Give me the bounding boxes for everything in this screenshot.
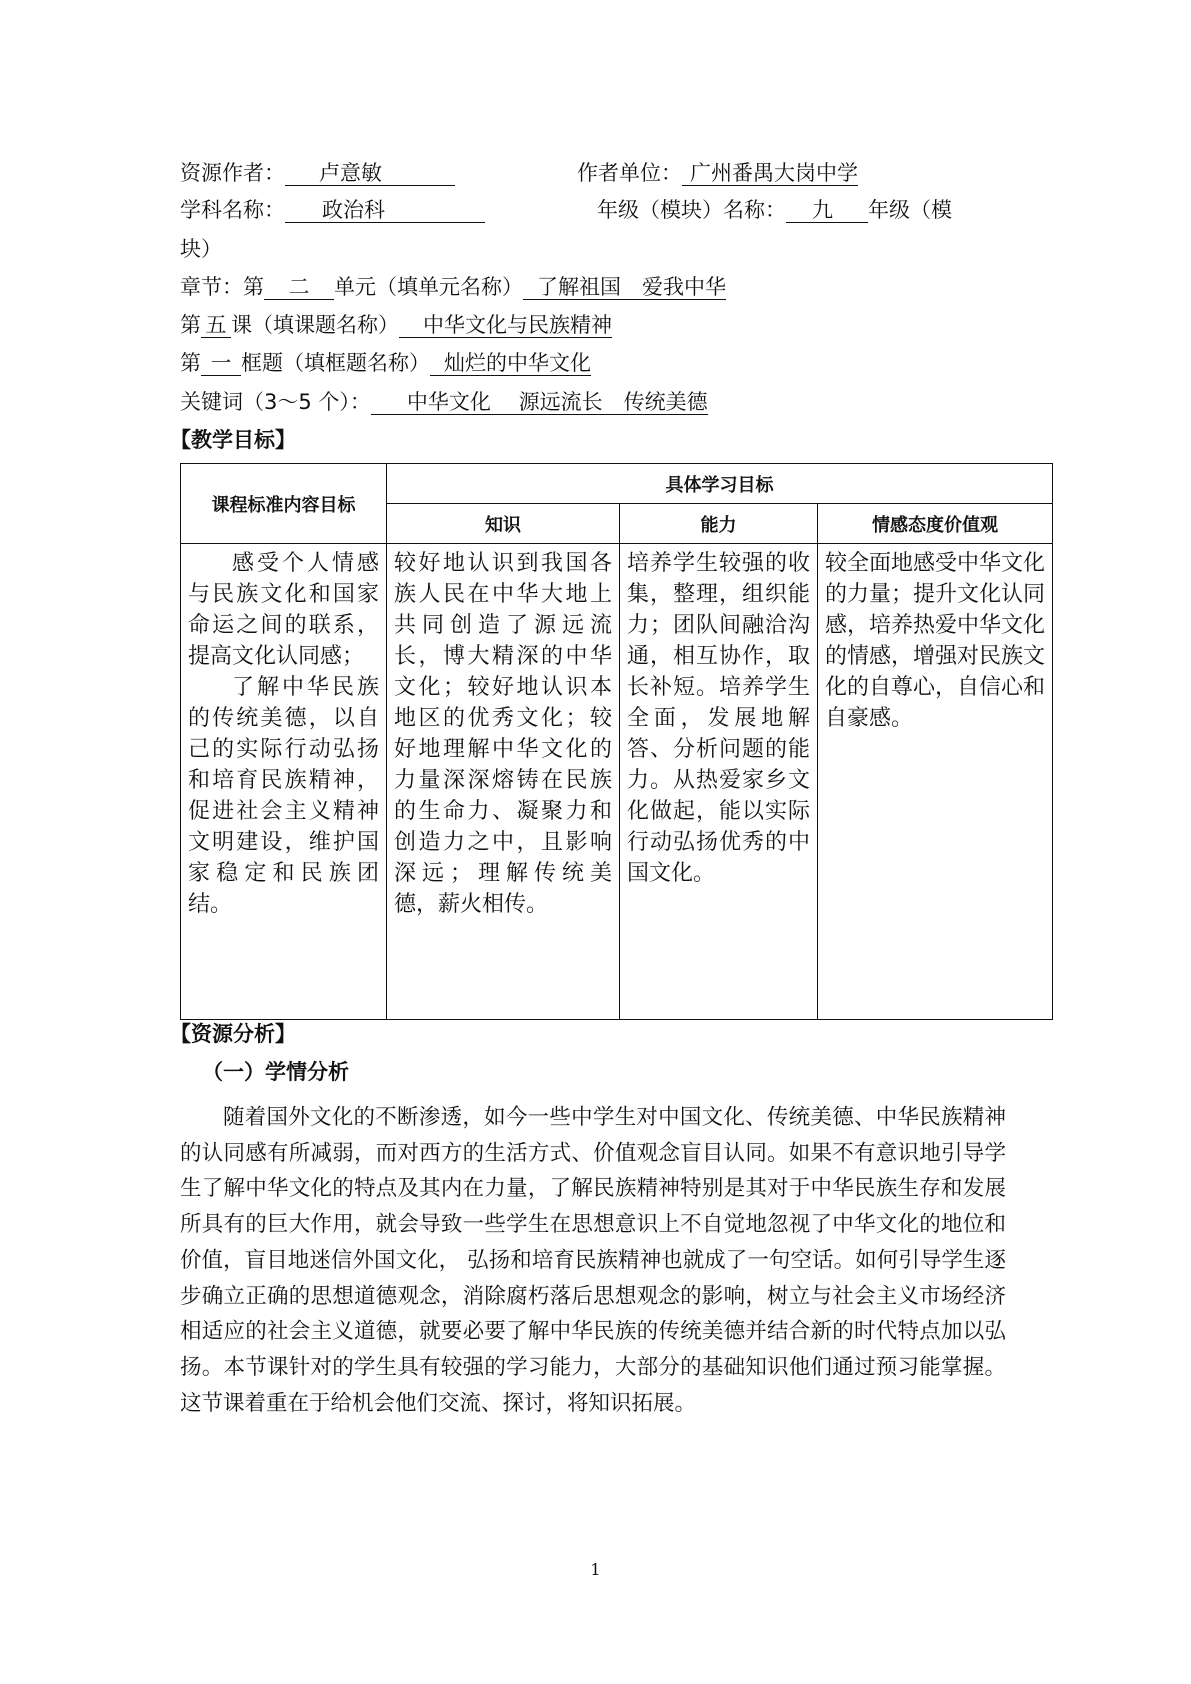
grade-label: 年级（模块）名称： [597, 198, 786, 222]
author-value: 卢意敏 [285, 161, 455, 186]
lesson-prefix: 第 [180, 313, 201, 337]
standard-paragraph-2: 了解中华民族的传统美德，以自己的实际行动弘扬和培育民族精神，促进社会主义精神文明建设，维护国家稳定和民族团结。 [188, 675, 379, 917]
chapter-mid: 单元（填单元名称） [334, 275, 523, 299]
chapter-line [180, 272, 726, 302]
ability-cell: 培养学生较强的收集，整理，组织能力；团队间融洽沟通，相互协作，取长补短。培养学生全面，发展地解答、分析问题的能力。从热爱家乡文化做起，能以实际行动弘扬优秀的中国文化。 [620, 544, 818, 1020]
emotion-cell: 较全面地感受中华文化的力量；提升文化认同感，培养热爱中华文化的情感，增强对民族文化的自尊心，自信心和自豪感。 [818, 544, 1053, 1020]
page-number: 1 [590, 1560, 601, 1579]
emotion-header: 情感态度价值观 [818, 504, 1053, 544]
lesson-number: 五 [201, 313, 231, 338]
standard-header: 课程标准内容目标 [181, 464, 387, 544]
learner-analysis-body [180, 1100, 1006, 1421]
keywords-value: 中华文化 源远流长 传统美德 [371, 390, 708, 415]
lesson-mid: 课（填课题名称） [231, 313, 399, 337]
keywords-label: 关键词（3～5 个）： [180, 390, 371, 414]
standard-paragraph-1: 感受个人情感与民族文化和国家命运之间的联系，提高文化认同感； [188, 551, 379, 669]
author-label: 资源作者： [180, 161, 285, 185]
frame-prefix: 第 [180, 351, 201, 375]
chapter-name: 了解祖国 爱我中华 [523, 275, 726, 300]
specific-goals-header: 具体学习目标 [387, 464, 1053, 504]
chapter-prefix: 章节：第 [180, 275, 264, 299]
frame-name: 灿烂的中华文化 [430, 351, 591, 376]
frame-number: 一 [201, 351, 241, 376]
author-line [180, 158, 455, 188]
ability-header: 能力 [620, 504, 818, 544]
subject-value: 政治科 [285, 198, 485, 223]
teaching-goals-heading: 【教学目标】 [170, 428, 296, 452]
frame-line [180, 348, 591, 378]
knowledge-header: 知识 [387, 504, 620, 544]
objectives-table [180, 463, 1053, 1020]
resource-analysis-heading: 【资源分析】 [170, 1022, 296, 1046]
standard-cell [181, 544, 387, 1020]
lesson-line [180, 310, 612, 340]
frame-mid: 框题（填框题名称） [241, 351, 430, 375]
unit-value: 广州番禺大岗中学 [682, 161, 858, 186]
keywords-line [180, 387, 708, 417]
grade-suffix: 年级（模 [868, 198, 952, 222]
grade-wrap: 块） [180, 237, 222, 261]
lesson-name: 中华文化与民族精神 [399, 313, 612, 338]
subject-label: 学科名称： [180, 198, 285, 222]
chapter-number: 二 [264, 275, 334, 300]
unit-line [577, 158, 858, 188]
analysis-paragraph: 随着国外文化的不断渗透，如今一些中学生对中国文化、传统美德、中华民族精神的认同感有所减弱，而对西方的生活方式、价值观念盲目认同。如果不有意识地引导学生了解中华文化的特点及其内在力量，了解民族精神特别是其对于中华民族生存和发展所具有的巨大作用，就会导致一些学生在思想意识上不自觉地忽视了中华文化的地位和价值，盲目地迷信外国文化， 弘扬和培育民族精神也就成了一句空话。如何引导学生逐步确立正确的思想道德观念，消除腐朽落后思想观念的影响，树立与社会主义市场经济相适应的社会主义道德，就要必要了解中华民族的传统美德并结合新的时代特点加以弘扬。本节课针对的学生具有较强的学习能力，大部分的基础知识他们通过预习能掌握。这节课着重在于给机会他们交流、探讨，将知识拓展。 [180, 1105, 1006, 1416]
subject-line [180, 195, 485, 225]
grade-line [597, 195, 952, 225]
knowledge-cell: 较好地认识到我国各族人民在中华大地上共同创造了源远流长，博大精深的中华文化；较好地认识本地区的优秀文化；较好地理解中华文化的力量深深熔铸在民族的生命力、凝聚力和创造力之中，且影响深远；理解传统美德，薪火相传。 [387, 544, 620, 1020]
grade-value: 九 [786, 198, 868, 223]
learner-analysis-heading: （一）学情分析 [202, 1060, 349, 1084]
unit-label: 作者单位： [577, 161, 682, 185]
